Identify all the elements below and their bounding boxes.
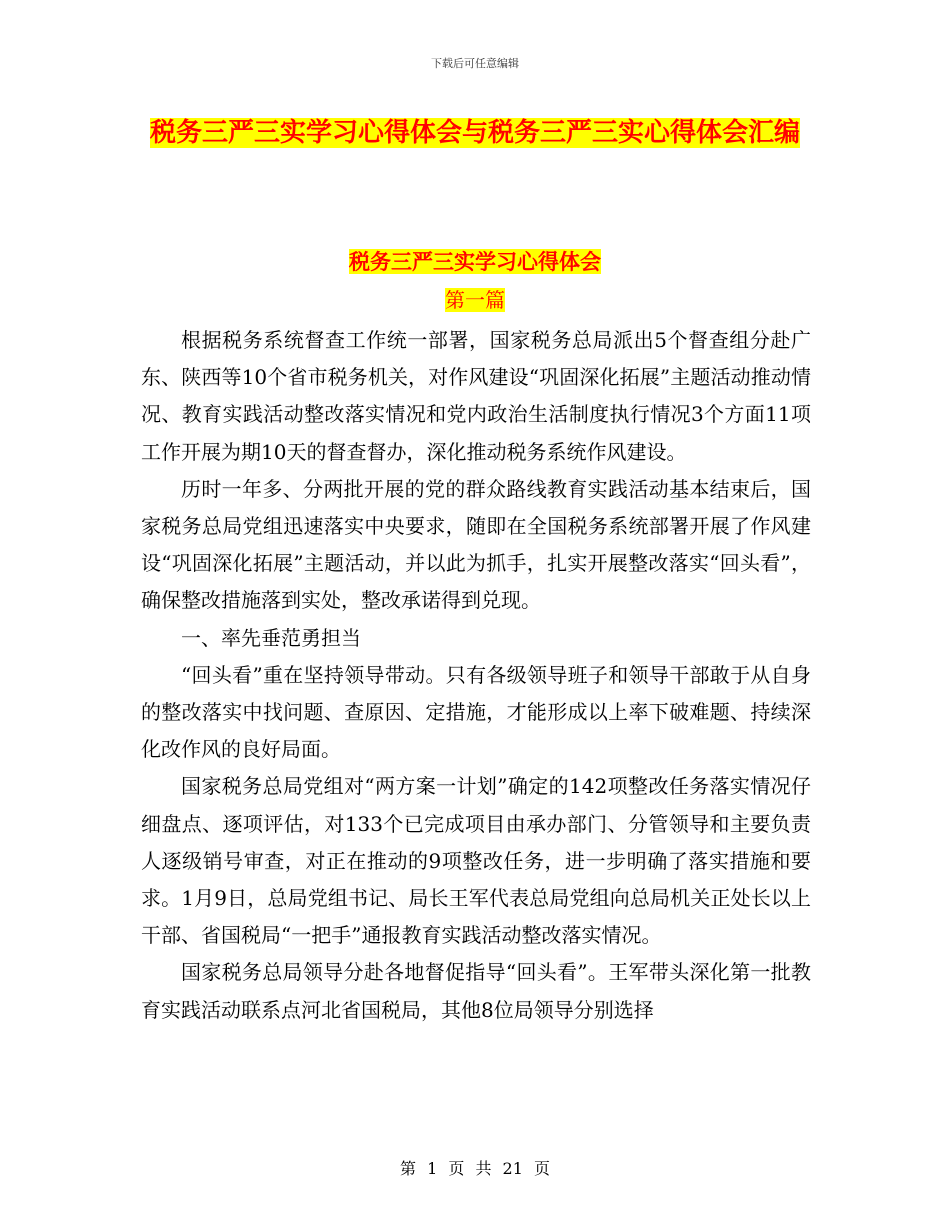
section-title <box>140 247 810 277</box>
header-note: 下载后可任意编辑 <box>431 57 519 70</box>
main-title <box>140 112 810 154</box>
body-text <box>141 322 811 1029</box>
paragraph: “回头看”重在坚持领导带动。只有各级领导班子和领导干部敢于从自身的整改落实中找问题、查原因、定措施，才能形成以上率下破难题、持续深化改作风的良好局面。 <box>141 662 811 762</box>
main-title-text: 税务三严三实学习心得体会与税务三严三实心得体会汇编 <box>149 118 800 148</box>
subsection-title <box>140 286 810 314</box>
page-footer: 第 1 页 共 21 页 <box>400 1159 550 1178</box>
section-title-text: 税务三严三实学习心得体会 <box>349 249 601 274</box>
paragraph: 国家税务总局领导分赴各地督促指导“回头看”。王军带头深化第一批教育实践活动联系点河北省国税局，其他8位局领导分别选择 <box>141 960 811 1022</box>
subsection-title-text: 第一篇 <box>445 288 505 312</box>
paragraph-heading: 一、率先垂范勇担当 <box>181 625 361 650</box>
paragraph: 根据税务系统督查工作统一部署，国家税务总局派出5个督查组分赴广东、陕西等10个省市税务机关，对作风建设“巩固深化拓展”主题活动推动情况、教育实践活动整改落实情况和党内政治生活制度执行情况3个方面11项工作开展为期10天的督查督办，深化推动税务系统作风建设。 <box>141 328 811 464</box>
paragraph: 历时一年多、分两批开展的党的群众路线教育实践活动基本结束后，国家税务总局党组迅速落实中央要求，随即在全国税务系统部署开展了作风建设“巩固深化拓展”主题活动，并以此为抓手，扎实开展整改落实“回头看”，确保整改措施落到实处，整改承诺得到兑现。 <box>141 476 811 613</box>
paragraph: 国家税务总局党组对“两方案一计划”确定的142项整改任务落实情况仔细盘点、逐项评估，对133个已完成项目由承办部门、分管领导和主要负责人逐级销号审查，对正在推动的9项整改任务，进一步明确了落实措施和要求。1月9日，总局党组书记、局长王军代表总局党组向总局机关正处长以上干部、省国税局“一把手”通报教育实践活动整改落实情况。 <box>141 774 811 948</box>
